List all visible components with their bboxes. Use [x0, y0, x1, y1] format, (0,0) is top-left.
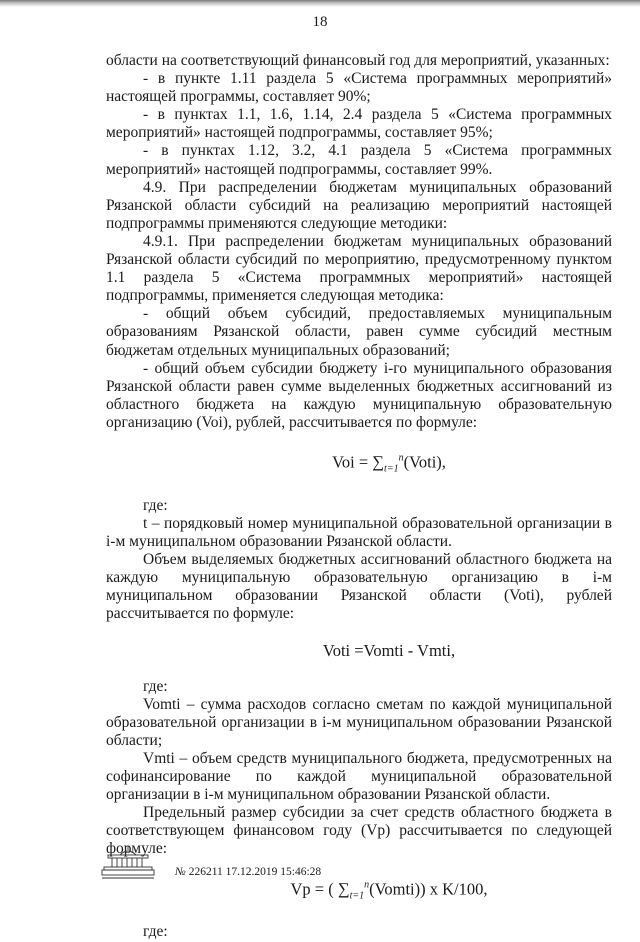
paragraph: t – порядковый номер муниципальной образовательной организации в i-м муниципальном образовании Рязанской области. [106, 514, 612, 551]
formula-text: Vp = ( [290, 879, 338, 899]
formula-voi [106, 450, 612, 479]
sum-upper-limit: n [398, 452, 404, 464]
stamp-text: 226211 17.12.2019 15:46:28 [188, 866, 322, 878]
list-item: - общий объем субсидии бюджету i-го муниципального образования Рязанской области равен сумме выделенных бюджетных ассигнований из областного бюджета на каждую муниципальную образовательную организацию (Voi), рублей, рассчитывается по формуле: [106, 359, 612, 431]
paragraph: Объем выделяемых бюджетных ассигнований областного бюджета на каждую муниципальную образовательную организацию в i-м муниципальном образовании Рязанской области (Voti), рублей рассчитывается по формуле: [106, 551, 612, 623]
paragraph: 4.9.1. При распределении бюджетам муниципальных образований Рязанской области субсидий по мероприятию, предусмотренному пунктом 1.1 раздела 5 «Система программных мероприятий» настоящей подпрограммы, применяется следующая методика: [106, 232, 612, 305]
formula-text: Voi = [332, 452, 373, 472]
list-item: - в пункте 1.11 раздела 5 «Система программных мероприятий» настоящей программы, составляет 90%; [106, 70, 612, 106]
formula-voti: Voti =Vomti - Vmti, [322, 640, 456, 660]
sum-symbol: $\sum_{t=1}^n$ [372, 452, 404, 475]
list-item: - общий объем субсидий, предоставляемых муниципальным образованиям Рязанской области, равен сумме субсидий местным бюджетам отдельных муниципальных образований; [106, 305, 612, 359]
where-label: где: [143, 677, 168, 695]
page-number: 18 [312, 14, 328, 30]
where-label: где: [143, 923, 168, 941]
formula-text: (Vomti)) x K/100, [369, 879, 488, 899]
paragraph: Предельный размер субсидии за счет средств областного бюджета в соответствующем финансовом году (Vp) рассчитывается по следующей формуле: [106, 804, 612, 858]
document-stamp [175, 866, 321, 878]
where-label: где: [143, 496, 168, 514]
scan-edge [0, 0, 640, 7]
formula-vp [106, 877, 612, 906]
paragraph: Vmti – объем средств муниципального бюджета, предусмотренных на софинансирование по каждой муниципальной образовательной организации в i-м муниципальном образовании Рязанской области. [106, 749, 612, 804]
paragraph: Vomti – сумма расходов согласно сметам по каждой муниципальной образовательной организации в i-м муниципальном образовании Рязанской области; [106, 695, 612, 749]
sum-lower-limit: t=1 [349, 890, 365, 902]
document-body [106, 52, 612, 942]
paragraph: 4.9. При распределении бюджетам муниципальных образований Рязанской области субсидий на реализацию мероприятий настоящей подпрограммы применяются следующие методики: [106, 178, 612, 232]
formula-text: (Voti), [403, 452, 446, 472]
sum-upper-limit: n [364, 879, 370, 891]
sum-lower-limit: t=1 [384, 463, 399, 475]
list-item: - в пунктах 1.12, 3.2, 4.1 раздела 5 «Система программных мероприятий» настоящей подпрограммы, составляет 99%. [106, 142, 612, 178]
paragraph: области на соответствующий финансовый год для мероприятий, указанных: [106, 52, 610, 69]
list-item: - в пунктах 1.1, 1.6, 1.14, 2.4 раздела 5 «Система программных мероприятий» настоящей подпрограммы, составляет 95%; [106, 106, 612, 142]
sum-symbol: $\sum_{t=1}^n$ [337, 879, 370, 902]
government-emblem-icon [98, 843, 158, 881]
stamp-number-sign: № [175, 866, 186, 878]
